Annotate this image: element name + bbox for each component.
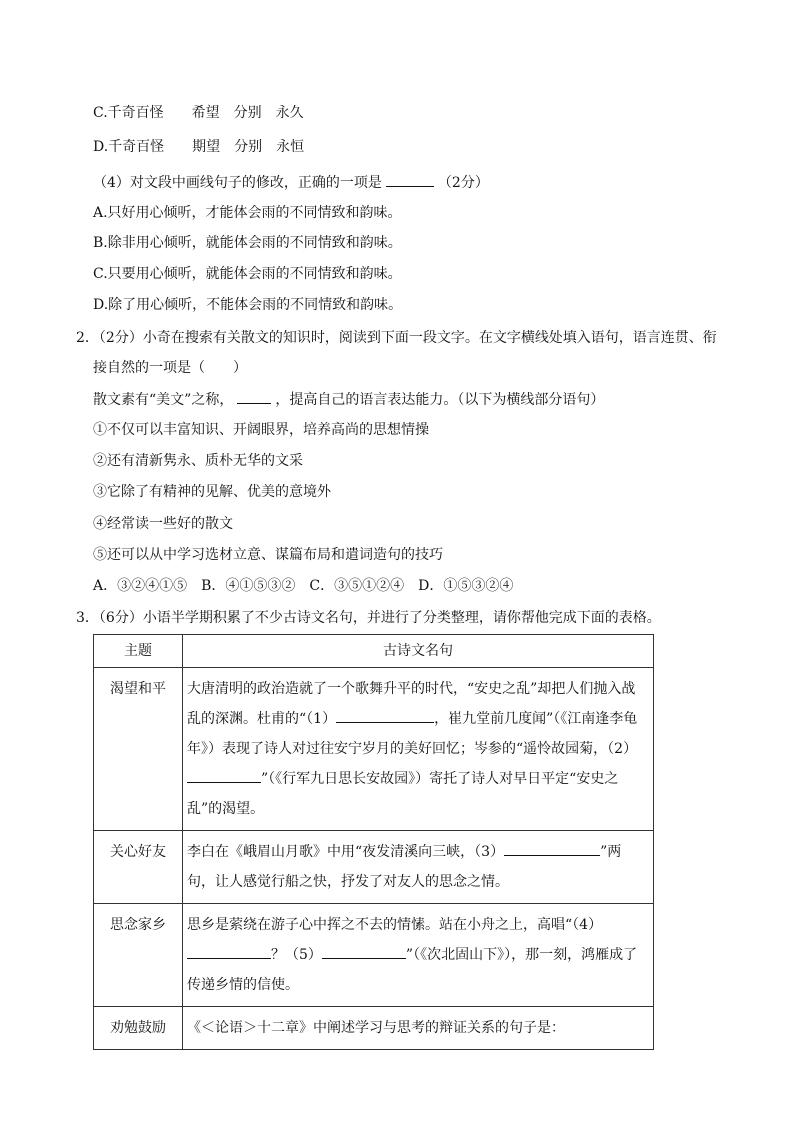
q2-item: ②还有清新隽永、质朴无华的文采 — [93, 453, 303, 469]
table-row — [94, 1007, 654, 1050]
q1-4-option-b: B.除非用心倾听，就能体会雨的不同情致和韵味。 — [93, 235, 402, 251]
row-content — [183, 831, 654, 904]
answer-blank-3[interactable] — [504, 843, 600, 856]
header-content: 古诗文名句 — [183, 635, 654, 668]
table-row — [94, 904, 654, 1007]
row-text: 大唐清明的政治造就了一个歌舞升平的时代，“安史之乱”却把人们抛入战乱的深渊。杜甫的“（1） — [187, 681, 636, 727]
q2-stem-line1: 2．（2分）小奇在搜索有关散文的知识时，阅读到下面一段文字。在文字横线处填入语句，语言连贯、衔 — [76, 330, 717, 346]
q1-option-c: C.千奇百怪 希望 分别 永久 — [93, 105, 304, 121]
q2-passage-blank[interactable] — [237, 389, 271, 404]
table-header-row — [94, 635, 654, 668]
row-theme: 渴望和平 — [94, 668, 183, 831]
q1-4-option-d: D.除了用心倾听，不能体会雨的不同情致和韵味。 — [93, 297, 403, 313]
q2-item: ③它除了有精神的见解、优美的意境外 — [93, 484, 331, 500]
answer-blank-2[interactable] — [187, 770, 261, 783]
q2-passage — [93, 389, 604, 410]
row-text: ”（《次北固山下》），那一刻，鸿雁成了传递乡情的信使。 — [187, 947, 638, 993]
q1-option-d: D.千奇百怪 期望 分别 永恒 — [93, 139, 305, 155]
header-theme: 主题 — [94, 635, 183, 668]
table-row — [94, 668, 654, 831]
q1-4-option-a: A.只好用心倾听，才能体会雨的不同情致和韵味。 — [93, 205, 402, 221]
row-theme: 劝勉鼓励 — [94, 1007, 183, 1050]
q2-passage-post: ，提高自己的语言表达能力。（以下为横线部分语句） — [275, 392, 605, 408]
row-text: ，崔九堂前几度闻”（《江南逢李龟年》）表现了诗人对过往安宁岁月的美好回忆；岑参的“遥怜故园菊，（2） — [187, 711, 638, 757]
q2-options: A．③②④①⑤ B．④①⑤③② C．③⑤①②④ D．①⑤③②④ — [93, 578, 514, 594]
answer-blank-5[interactable] — [322, 946, 406, 959]
row-theme: 思念家乡 — [94, 904, 183, 1007]
row-text: 李白在《峨眉山月歌》中用“夜发清溪向三峡，（3） — [187, 844, 505, 860]
table-row — [94, 831, 654, 904]
q3-stem: 3．（6分）小语半学期积累了不少古诗文名句，并进行了分类整理，请你帮他完成下面的表格。 — [76, 610, 661, 626]
q2-stem-line2: 接自然的一项是（ ） — [93, 360, 247, 376]
answer-blank-4[interactable] — [187, 946, 271, 959]
q2-item: ①不仅可以丰富知识、开阔眼界，培养高尚的思想情操 — [93, 422, 429, 438]
q1-4-score: （2分） — [437, 175, 489, 191]
row-content — [183, 668, 654, 831]
q1-4-stem-text: （4）对文段中画线句子的修改，正确的一项是 — [93, 175, 382, 191]
q1-4-option-c: C.只要用心倾听，就能体会雨的不同情致和韵味。 — [93, 266, 402, 282]
answer-blank-1[interactable] — [336, 710, 434, 723]
q2-item: ⑤还可以从中学习选材立意、谋篇布局和遣词造句的技巧 — [93, 547, 443, 563]
row-text: ”两句，让人感觉行船之快，抒发了对友人的思念之情。 — [187, 844, 622, 890]
row-theme: 关心好友 — [94, 831, 183, 904]
q2-item: ④经常读一些好的散文 — [93, 516, 233, 532]
answer-blank[interactable] — [386, 172, 434, 187]
row-text: ”（《行军九日思长安故园》）寄托了诗人对早日平定“安史之乱”的渴望。 — [187, 771, 619, 817]
row-text: 《＜论语＞十二章》中阐述学习与思考的辩证关系的句子是： — [187, 1020, 565, 1036]
row-text: 思乡是萦绕在游子心中挥之不去的情愫。站在小舟之上，高唱“（4） — [187, 917, 603, 933]
q1-4-stem — [93, 172, 489, 193]
row-text: ？（5） — [271, 947, 322, 963]
row-content — [183, 904, 654, 1007]
row-content — [183, 1007, 654, 1050]
poems-table — [93, 634, 654, 1050]
q2-passage-pre: 散文素有“美文”之称， — [93, 392, 234, 408]
